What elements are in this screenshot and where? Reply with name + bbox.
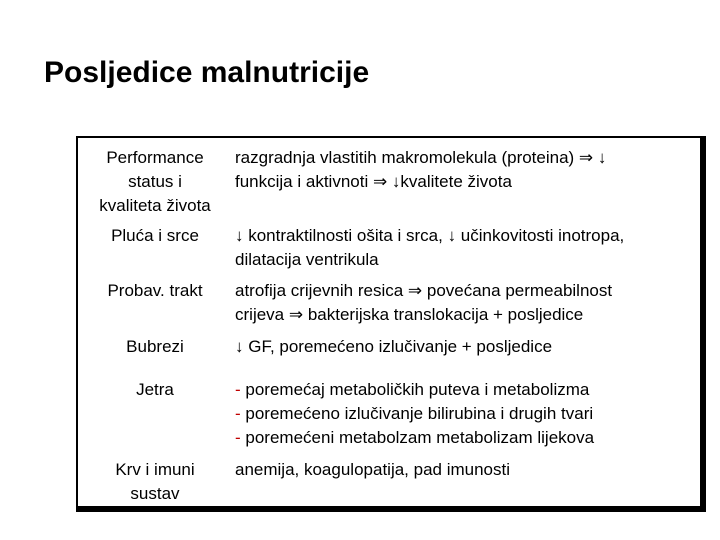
row-label [80,279,230,303]
slide-title: Posljedice malnutricije [44,56,370,89]
row-label-line: status i [128,172,182,191]
row-description-line: anemija, koagulopatija, pad imunosti [235,460,511,479]
row-description-line: dilatacija ventrikula [235,250,379,269]
row-description-text: poremećeni metabolzam metabolizam lijekova [240,428,595,447]
row-description-text: poremećaj metaboličkih puteva i metabolizma [240,380,590,399]
row-label-line: Pluća i srce [111,226,199,245]
row-label [80,146,230,218]
row-label-line: Krv i imuni [115,460,195,479]
row-description-line [235,402,703,426]
bullet-dash: - [235,380,241,399]
row-description [235,224,703,272]
row-description-line: ↓ kontraktilnosti ošita i srca, ↓ učinkovitosti inotropa, [235,226,625,245]
row-label-line: Probav. trakt [107,281,203,300]
row-description-line: atrofija crijevnih resica ⇒ povećana permeabilnost [235,281,613,300]
row-description [235,378,703,450]
row-description-line: razgradnja vlastitih makromolekula (proteina) ⇒ ↓ [235,148,607,167]
row-description-line [235,426,703,450]
row-label [80,378,230,402]
bullet-dash: - [235,404,241,423]
row-description [235,146,703,194]
row-label-line: Jetra [136,380,174,399]
row-description [235,335,703,359]
row-description-line [235,378,703,402]
row-label [80,458,230,506]
row-description [235,279,703,327]
row-description [235,458,703,482]
row-label [80,224,230,248]
row-description-text: poremećeno izlučivanje bilirubina i drugih tvari [240,404,594,423]
row-label-line: Bubrezi [126,337,184,356]
row-label-line: sustav [130,484,180,503]
row-label-line: kvaliteta života [99,196,211,215]
row-label [80,335,230,359]
row-description-line: ↓ GF, poremećeno izlučivanje + posljedice [235,337,553,356]
bullet-dash: - [235,428,241,447]
row-description-line: crijeva ⇒ bakterijska translokacija + posljedice [235,305,584,324]
row-description-line: funkcija i aktivnoti ⇒ ↓kvalitete života [235,172,512,191]
row-label-line: Performance [106,148,204,167]
